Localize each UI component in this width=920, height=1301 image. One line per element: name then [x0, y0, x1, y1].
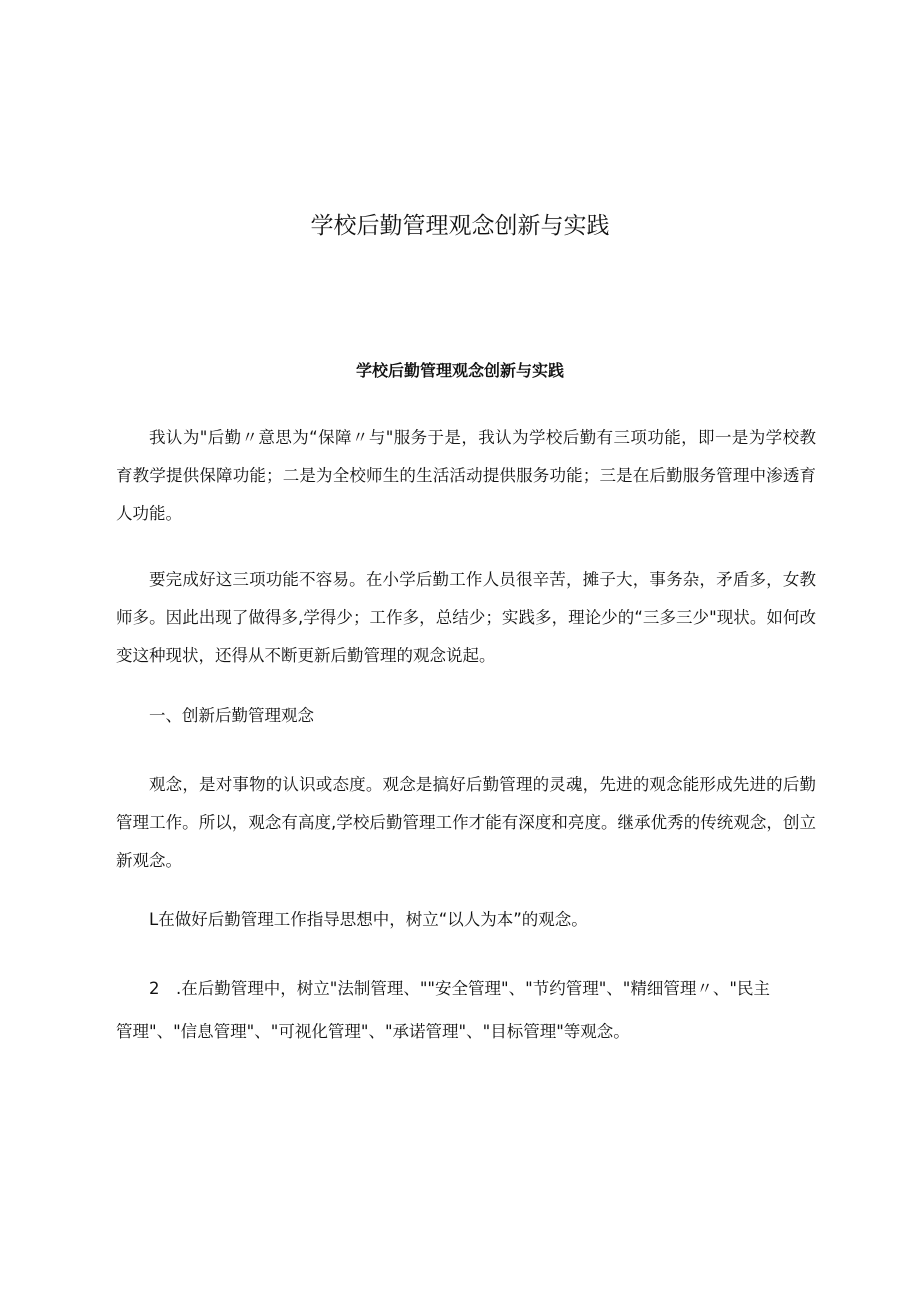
list-item-1: L在做好后勤管理工作指导思想中，树立“以人为本”的观念。	[149, 910, 588, 929]
document-title: 学校后勤管理观念创新与实践	[310, 213, 610, 239]
section-heading-1: 一、创新后勤管理观念	[149, 706, 314, 725]
list-item-2-line-1: 2 .在后勤管理中，树立"法制管理、""安全管理"、"节约管理"、"精细管理〃、"民主	[149, 979, 770, 998]
list-item-2-line-2: 管理"、"信息管理"、"可视化管理"、"承诺管理"、"目标管理"等观念。	[116, 1022, 630, 1041]
document-subtitle: 学校后勤管理观念创新与实践	[355, 361, 564, 380]
paragraph-concept: 观念，是对事物的认识或态度。观念是搞好后勤管理的灵魂，先进的观念能形成先进的后勤管理工作。所以，观念有高度,学校后勤管理工作才能有深度和亮度。继承优秀的传统观念，创立新观念。	[116, 775, 816, 870]
paragraph-challenges: 要完成好这三项功能不容易。在小学后勤工作人员很辛苦，摊子大，事务杂，矛盾多，女教师多。因此出现了做得多,学得少；工作多，总结少；实践多，理论少的“三多三少"现状。如何改变这种现状，还得从不断更新后勤管理的观念说起。	[116, 570, 816, 665]
paragraph-intro: 我认为"后勤〃意思为“保障〃与"服务于是，我认为学校后勤有三项功能，即一是为学校教育教学提供保障功能；二是为全校师生的生活活动提供服务功能；三是在后勤服务管理中渗透育人功能。	[116, 428, 816, 523]
